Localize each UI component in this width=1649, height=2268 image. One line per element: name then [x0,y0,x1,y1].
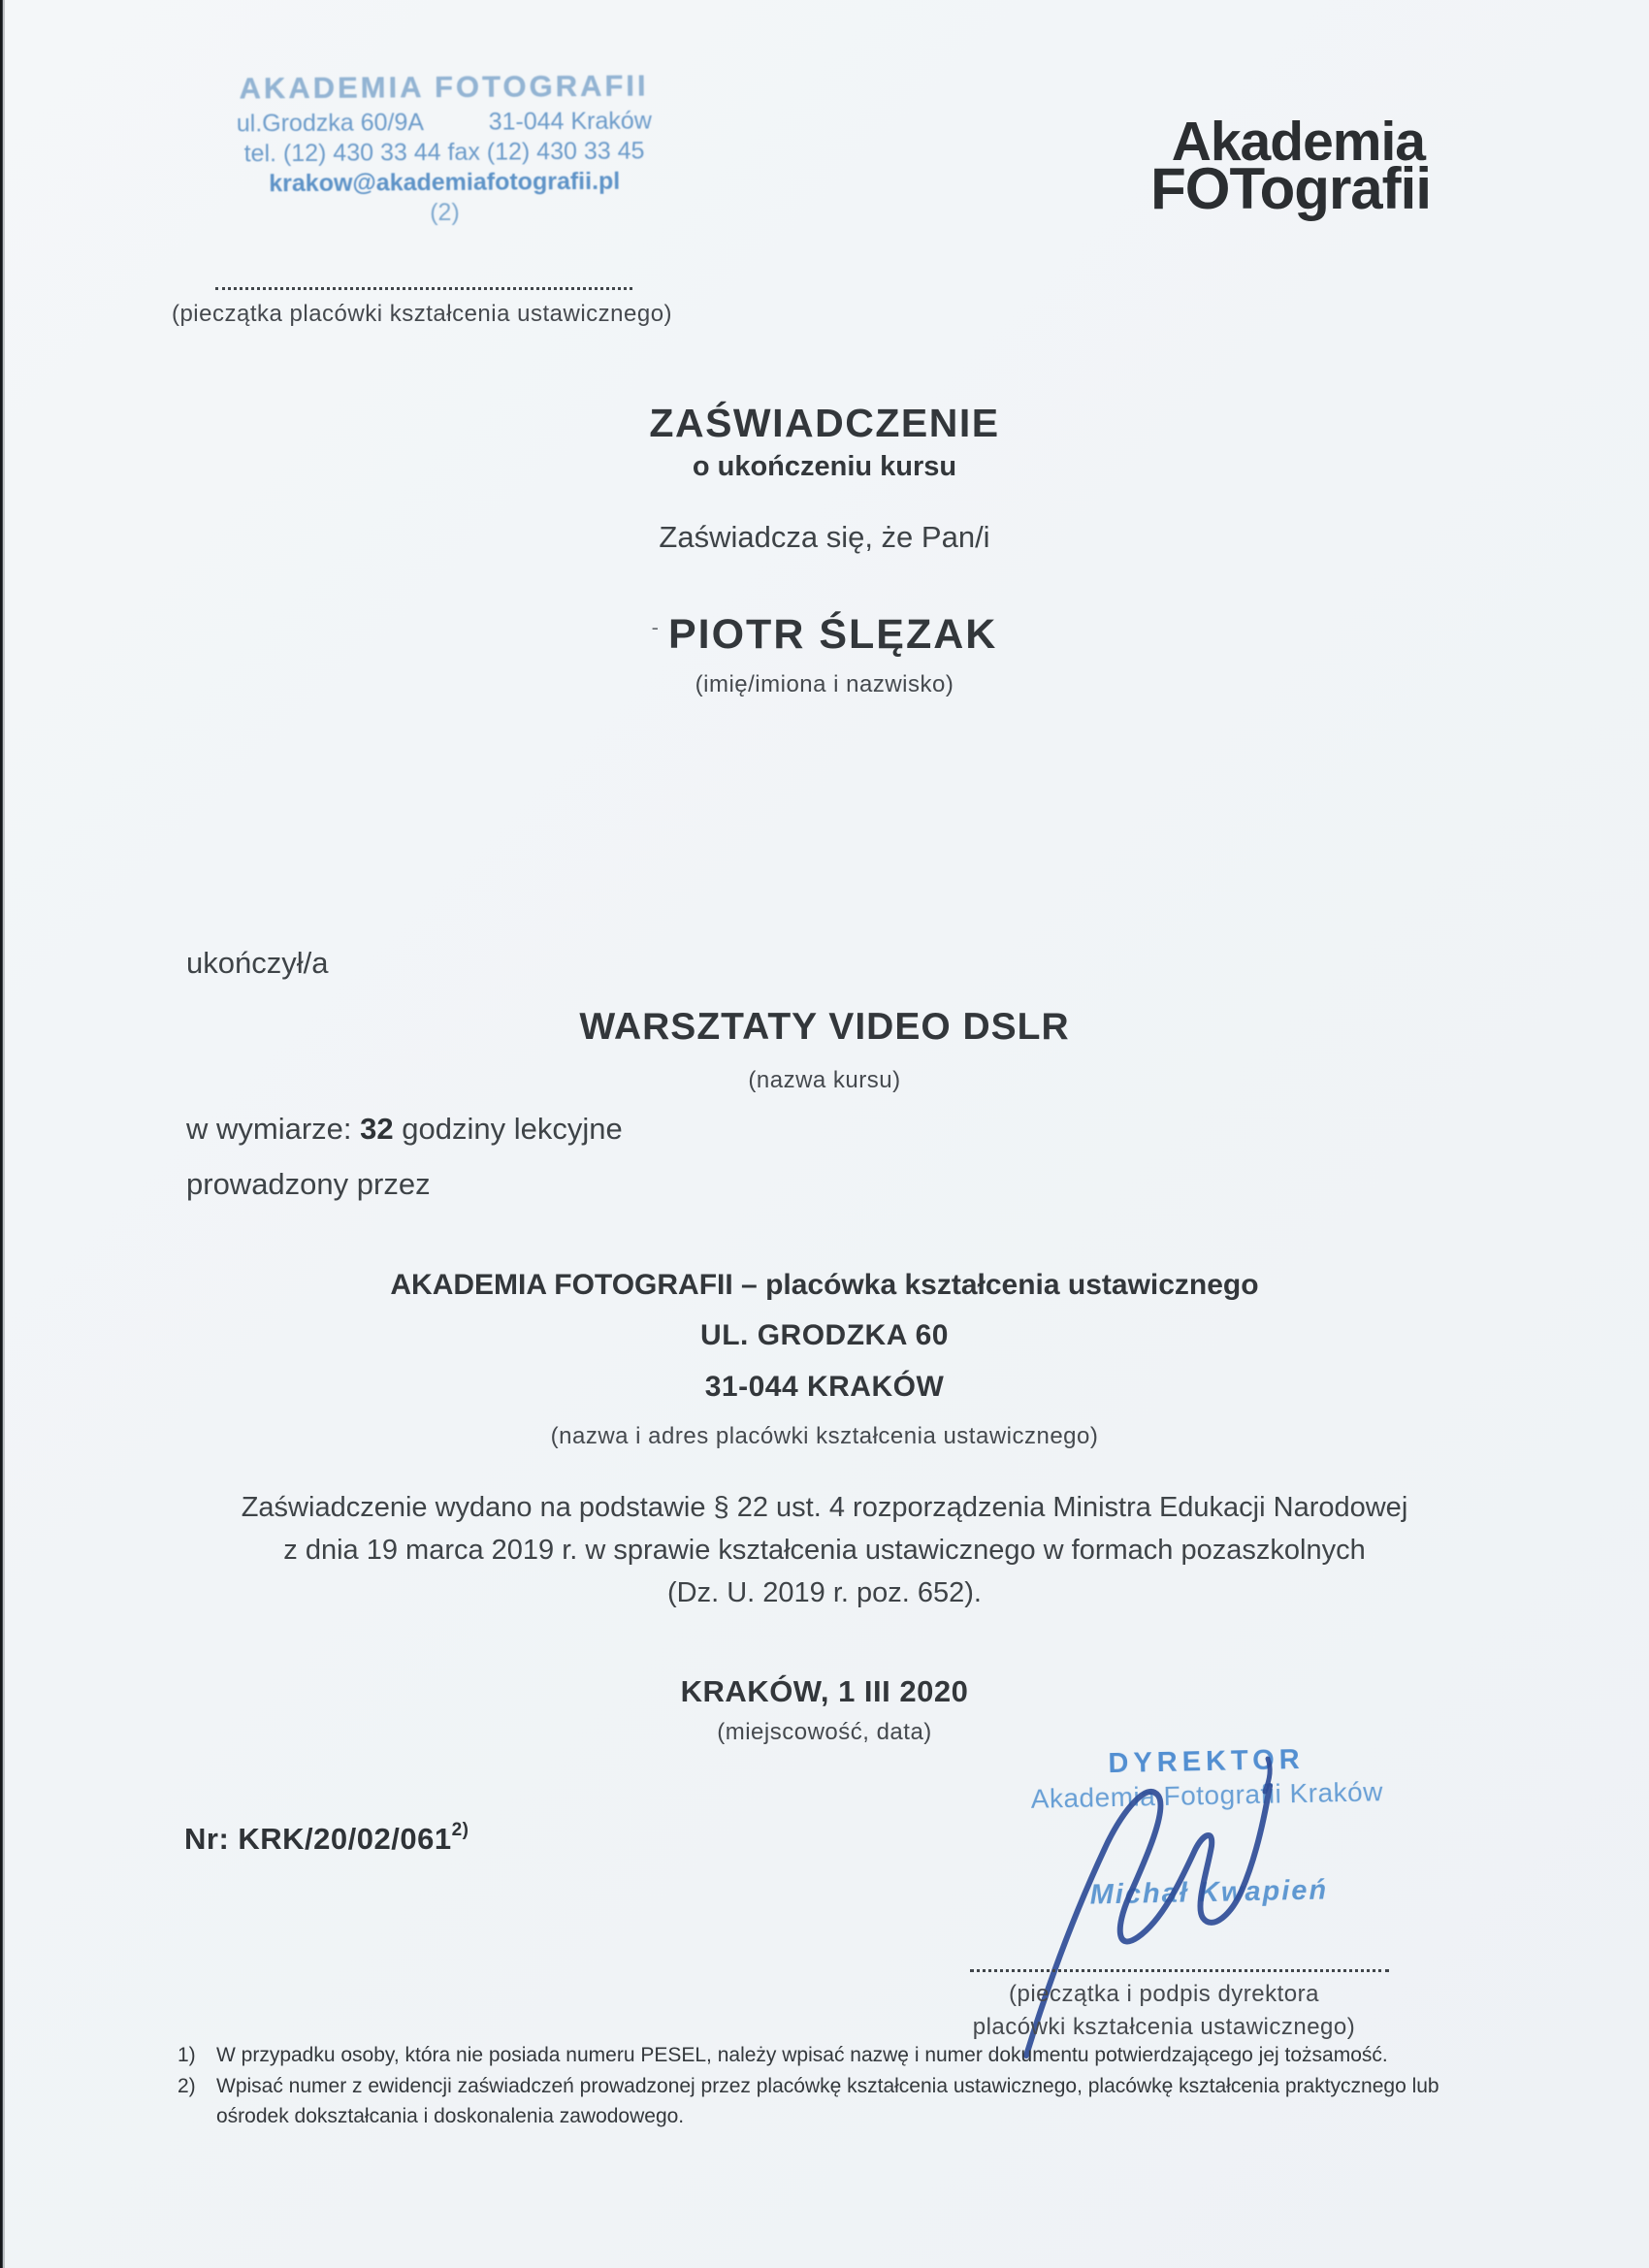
footnote-2-number: 2) [178,2074,196,2097]
stamp-email: krakow@akademiafotografii.pl [269,167,621,198]
course-name-caption: (nazwa kursu) [748,1067,901,1093]
institution-ink-stamp [230,68,658,228]
stamp-city: 31-044 Kraków [488,107,652,136]
stamp-phone: tel. (12) 430 33 44 fax (12) 430 33 45 [243,137,645,168]
stamp-street: ul.Grodzka 60/9A [236,109,425,138]
person-name-caption: (imię/imiona i nazwisko) [695,671,954,697]
legal-basis-line3: (Dz. U. 2019 r. poz. 652). [667,1577,982,1608]
institution-name: AKADEMIA FOTOGRAFII – placówka kształcenia ustawicznego [390,1269,1259,1301]
stamp-number: (2) [430,198,460,227]
logo-line1: Akademia [1171,111,1425,173]
legal-basis-line2: z dnia 19 marca 2019 r. w sprawie kształcenia ustawicznego w formach pozaszkolnych [283,1535,1366,1566]
institution-caption: (nazwa i adres placówki kształcenia ustawicznego) [550,1423,1099,1449]
hours-prefix: w wymiarze: [186,1112,361,1146]
signature-caption-line2: placówki kształcenia ustawicznego) [972,2014,1356,2040]
certificate-subtitle: o ukończeniu kursu [692,451,957,482]
director-title: DYREKTOR [1108,1743,1305,1780]
institution-street: UL. GRODZKA 60 [700,1319,949,1351]
signature-caption-line1: (pieczątka i podpis dyrektora [1009,1981,1319,2007]
certify-intro-text: Zaświadcza się, że Pan/i [659,520,990,554]
signature-dotted-line [970,1969,1389,1972]
director-name: Michał Kwapień [1089,1874,1329,1911]
hours-suffix: godziny lekcyjne [393,1112,623,1146]
footnotes [178,2040,1482,2132]
akademia-fotografii-logo [1062,111,1431,221]
stamp-dotted-line [215,287,632,290]
footnote-1 [178,2040,1482,2071]
stamp-caption: (pieczątka placówki kształcenia ustawicznego) [171,301,673,327]
place-date-caption: (miejscowość, data) [717,1719,932,1745]
hours-value: 32 [360,1112,394,1146]
footnote-1-text: W przypadku osoby, która nie posiada numeru PESEL, należy wpisać nazwę i numer dokumentu potwierdzającego jej tożsamość. [216,2044,1388,2066]
certificate-number-footnote-ref: 2) [451,1820,469,1840]
conducted-by-label: prowadzony przez [186,1167,431,1201]
footnote-2 [178,2071,1482,2132]
certificate-number [184,1820,469,1857]
stamp-org-name: AKADEMIA FOTOGRAFII [239,68,649,106]
person-name-text: PIOTR ŚLĘZAK [667,611,998,658]
director-org: Akademia Fotografii Kraków [1030,1776,1384,1814]
person-name [15,611,1634,659]
institution-city: 31-044 KRAKÓW [704,1371,945,1403]
scan-mark: - [651,615,661,639]
place-and-date: KRAKÓW, 1 III 2020 [680,1674,969,1708]
logo-line2: FOTografii [1150,156,1431,221]
completed-label: ukończył/a [186,946,329,980]
legal-basis-line1: Zaświadczenie wydano na podstawie § 22 ust. 4 rozporządzenia Ministra Edukacji Narodowej [241,1492,1408,1523]
scan-edge-artifact [0,0,6,2268]
certificate-number-text: Nr: KRK/20/02/061 [184,1822,452,1856]
footnote-2-text: Wpisać numer z ewidencji zaświadczeń prowadzonej przez placówkę kształcenia ustawicznego, placówkę kształcenia praktycznego lub ośrodek dokształcania i doskonalenia zawodowego. [216,2074,1439,2127]
course-name: WARSZTATY VIDEO DSLR [579,1006,1070,1048]
footnote-1-number: 1) [178,2044,196,2066]
course-hours-line [186,1112,623,1147]
certificate-title: ZAŚWIADCZENIE [649,401,1000,445]
